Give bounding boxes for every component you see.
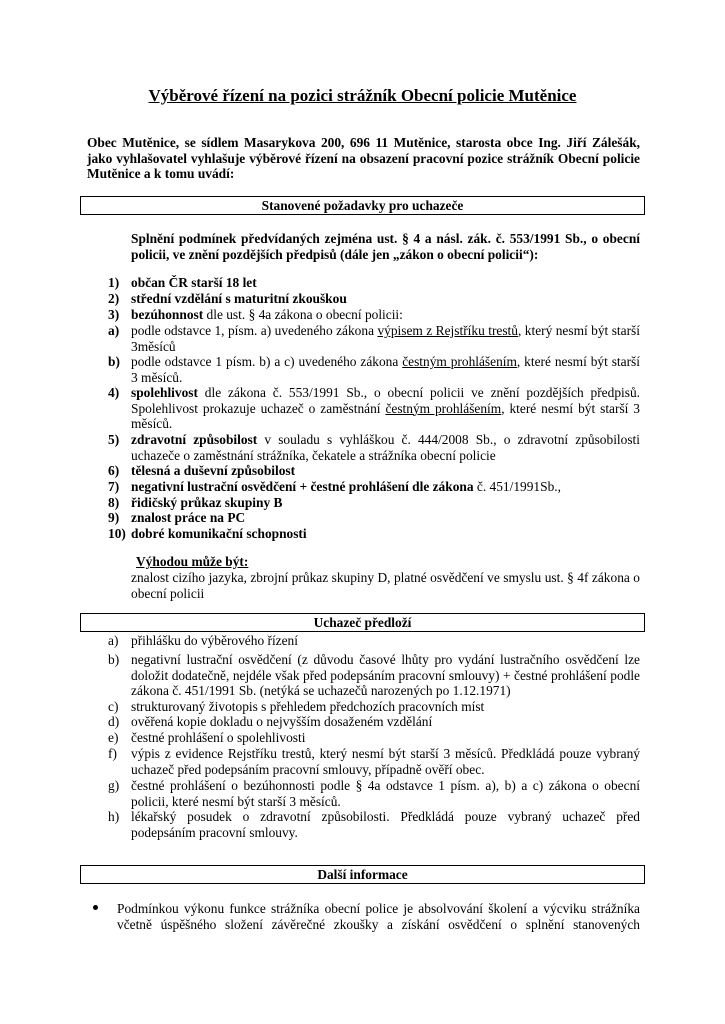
requirement-number: 8) [108,495,120,510]
submit-item-h [108,809,640,840]
requirement-text-bold: negativní lustrační osvědčení + čestné prohlášení dle zákona [131,479,474,494]
submit-item-a [108,633,640,649]
submit-item-e [108,730,640,746]
submit-item-f [108,746,640,777]
requirement-item-3 [108,307,640,323]
info-bullet-text: Podmínkou výkonu funkce strážníka obecní police je absolvování školení a výcviku strážníka včetně úspěšného složení závěrečné zkoušky a získání osvědčení o splnění stanovených [117,901,640,932]
requirement-item-6 [108,463,640,479]
requirement-subitem-b [108,354,640,385]
subitem-text-end: , který nesmí být starší 3měsíců [131,323,640,354]
requirement-text-block [131,291,640,307]
submit-letter: e) [108,730,119,745]
section-heading-info [80,865,645,884]
requirement-text-block [131,495,640,511]
section-heading-submit [80,613,645,632]
submit-text: ověřená kopie dokladu o nejvyšším dosaženém vzdělání [131,714,433,729]
subitem-letter: a) [108,323,120,338]
requirement-text-bold: řidičský průkaz skupiny B [131,495,283,510]
requirement-subitem-a [108,323,640,354]
bullet-icon [93,905,98,910]
submit-letter: a) [108,633,119,648]
requirement-text-bold: spolehlivost [131,385,198,400]
requirement-item-8 [108,495,640,511]
subitem-letter: b) [108,354,120,369]
requirement-text-bold: střední vzdělání s maturitní zkouškou [131,291,347,306]
subitem-text-block [131,354,640,385]
requirement-text-block [131,275,640,291]
submit-letter: b) [108,652,120,667]
requirement-text-bold: znalost práce na PC [131,510,246,525]
requirement-item-10 [108,526,640,542]
submit-item-d [108,714,640,730]
subitem-text-block [131,323,640,354]
requirement-number: 7) [108,479,120,494]
submit-text: čestné prohlášení o bezúhonnosti podle § 4a odstavce 1 písm. a), b) a c) zákona o obecní policii, které nesmí být starší 3 měsíců. [131,778,640,809]
subitem-text-underlined: výpisem z Rejstříku trestů [377,323,518,338]
requirements-lead-paragraph: Splnění podmínek předvídaných zejména ust. § 4 a násl. zák. č. 553/1991 Sb., o obecní policii, ve znění pozdějších předpisů (dále jen „zákon o obecní policii“): [131,231,640,262]
submit-text: výpis z evidence Rejstříku trestů, který nesmí být starší 3 měsíců. Předkládá pouze vybraný uchazeč před podepsáním pracovní smlouvy, případně ověří obec. [131,746,640,777]
requirement-text-block [131,526,640,542]
requirement-text: v souladu s vyhláškou č. 444/2008 Sb., o zdravotní způsobilosti uchazeče o zaměstnání strážníka, čekatele a strážníka obecní policie [131,432,640,463]
requirement-number: 9) [108,510,120,525]
requirement-number: 1) [108,275,120,290]
submit-item-b [108,652,640,699]
requirement-text-block [131,479,640,495]
requirement-number: 10) [108,526,126,541]
submit-item-g [108,778,640,809]
requirement-text-block [131,432,640,463]
requirement-number: 2) [108,291,120,306]
requirement-item-5 [108,432,640,463]
subitem-text-underlined: čestným prohlášením [402,354,517,369]
requirement-text-block [131,463,640,479]
requirement-text-bold: zdravotní způsobilost [131,432,258,447]
submit-text: strukturovaný životopis s přehledem předchozích pracovních míst [131,699,485,714]
subitem-text: podle odstavce 1 písm. b) a c) uvedeného zákona [131,354,403,369]
submit-letter: g) [108,778,120,793]
requirement-item-9 [108,510,640,526]
requirement-text-block [131,510,640,526]
submit-letter: d) [108,714,120,729]
submit-text: čestné prohlášení o spolehlivosti [131,730,306,745]
subitem-text: podle odstavce 1, písm. a) uvedeného zákona [131,323,378,338]
requirement-number: 3) [108,307,120,322]
advantage-text: znalost cizího jazyka, zbrojní průkaz skupiny D, platné osvědčení ve smyslu ust. § 4f zákona o obecní policii [131,570,640,601]
requirement-text-bold: občan ČR starší 18 let [131,275,257,290]
requirement-number: 6) [108,463,120,478]
requirement-item-7 [108,479,640,495]
submit-letter: c) [108,699,119,714]
requirement-text: dle ust. § 4a zákona o obecní policii: [203,307,403,322]
intro-paragraph: Obec Mutěnice, se sídlem Masarykova 200, 696 11 Mutěnice, starosta obce Ing. Jiří Zálešák, jako vyhlašovatel vyhlašuje výběrové řízení na obsazení pracovní pozice strážník Obecní policie Mutěnice a k tomu uvádí: [87,135,640,182]
submit-item-c [108,699,640,715]
requirement-item-4 [108,385,640,432]
requirement-text-bold: tělesná a duševní způsobilost [131,463,296,478]
requirement-text-end: , které nesmí být starší 3 měsíců. [131,400,640,432]
requirement-text-bold: dobré komunikační schopnosti [131,526,307,541]
requirement-text-block [131,385,640,432]
submit-text: negativní lustrační osvědčení (z důvodu časové lhůty pro vydání lustračního osvědčení lze doložit dodatečně, nejdéle však před podepsáním pracovní smlouvy) + čestné prohlášení podle zákona č. 451/1991 Sb. (netýká se uchazečů narozených po 1.12.1971) [131,652,640,699]
requirement-number: 5) [108,432,120,447]
subitem-text-end: , které nesmí být starší 3 měsíců. [131,354,640,385]
section-heading-requirements [80,196,645,215]
requirement-text-block [131,307,640,323]
section-heading-requirements-label: Stanovené požadavky pro uchazeče [261,198,464,213]
submit-letter: h) [108,809,120,824]
section-heading-info-label: Další informace [317,867,408,882]
submit-text: lékařský posudek o zdravotní způsobilosti. Předkládá pouze vybraný uchazeč před podepsáním pracovní smlouvy. [131,809,640,840]
requirement-item-2 [108,291,640,307]
submit-letter: f) [108,746,117,761]
requirement-text-bold: bezúhonnost [131,307,204,322]
submit-text: přihlášku do výběrového řízení [131,633,298,648]
requirement-text: dle zákona č. 553/1991 Sb., o obecní policii ve znění pozdějších předpisů. Spolehlivost prokazuje uchazeč o zaměstnání [131,385,640,416]
page-title: Výběrové řízení na pozici strážník Obecní policie Mutěnice [148,86,577,105]
requirement-text-underlined: čestným prohlášením [385,400,502,416]
advantage-label: Výhodou může být: [136,554,249,569]
section-heading-submit-label: Uchazeč předloží [313,615,412,630]
requirement-number: 4) [108,385,120,400]
requirement-text: č. 451/1991Sb., [473,479,561,494]
requirement-item-1 [108,275,640,291]
